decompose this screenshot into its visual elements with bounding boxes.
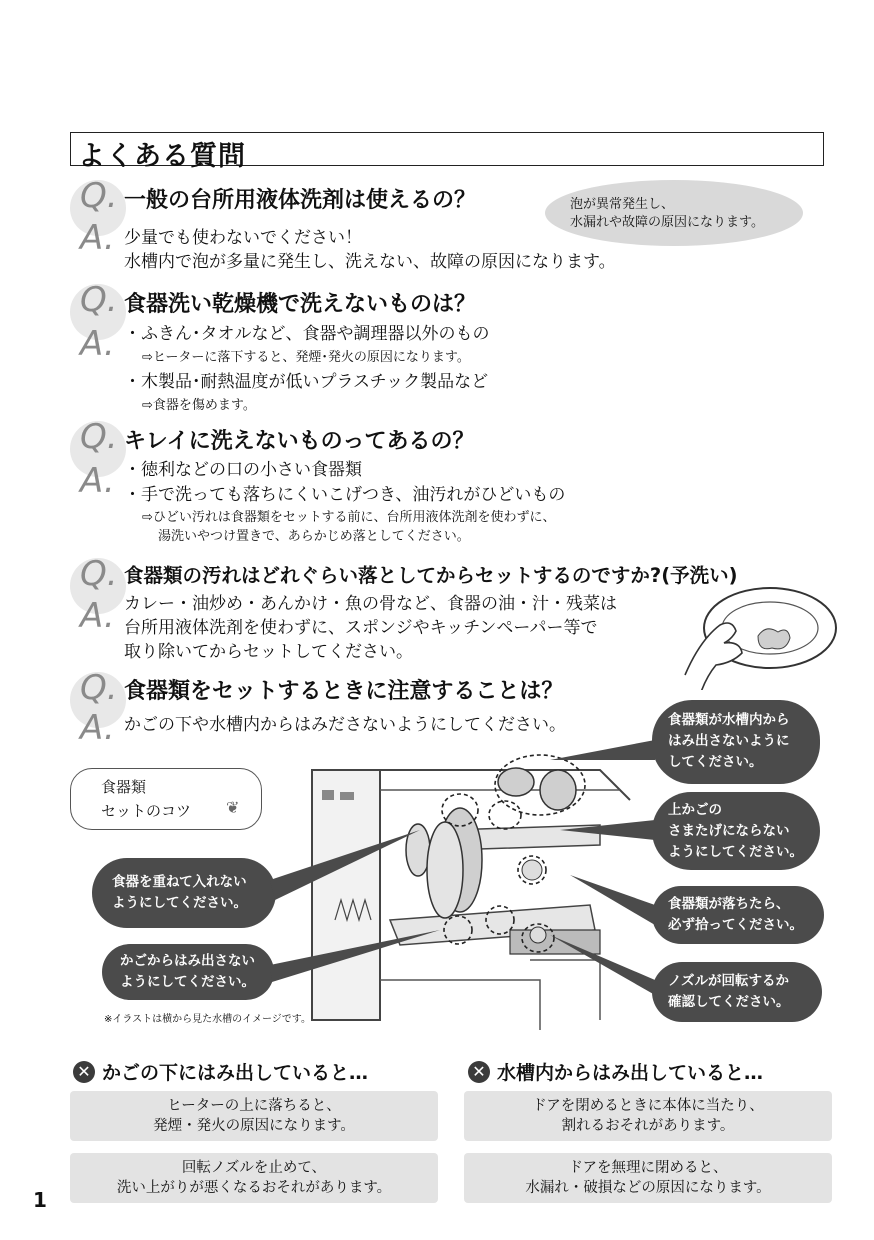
bottom-left-heading: かごの下にはみ出していると… [102, 1062, 369, 1084]
x-mark-icon: ✕ [73, 1061, 95, 1083]
sprout-icon: ❦ [226, 798, 240, 817]
question-2: 食器洗い乾燥機で洗えないものは？ [124, 292, 477, 317]
question-5: 食器類をセットするときに注意することは？ [124, 679, 564, 704]
page-title: よくある質問 [78, 141, 246, 172]
question-1: 一般の台所用液体洗剤は使えるの？ [124, 188, 477, 213]
q-mark: Q. [80, 417, 118, 457]
plate-wiping-illustration [670, 580, 840, 690]
tip-bubble-stack: 食器を重ねて入れない ようにしてください。 [92, 858, 276, 928]
tip-bubble-basket: かごからはみ出さない ようにしてください。 [102, 944, 274, 1000]
tip-bubble-upper-basket: 上かごの さまたげにならない ようにしてください。 [652, 792, 820, 870]
tip-bubble-overflow: 食器類が水槽内から はみ出さないように してください。 [652, 700, 820, 784]
tips-box-line: 食器類 [101, 778, 147, 796]
a-mark: A. [80, 461, 115, 501]
answer-3-note: ⇨ひどい汚れは食器類をセットする前に、台所用液体洗剤を使わずに、 [142, 510, 556, 525]
answer-2-item: ・木製品･耐熱温度が低いプラスチック製品など [124, 372, 489, 392]
a-mark: A. [80, 324, 115, 364]
q-mark: Q. [80, 280, 118, 320]
answer-1-line: 水槽内で泡が多量に発生し、洗えない、故障の原因になります。 [124, 252, 616, 272]
warning-box: ドアを閉めるときに本体に当たり、 割れるおそれがあります。 [464, 1091, 832, 1141]
answer-2-item: ・ふきん･タオルなど、食器や調理器以外のもの [124, 324, 490, 344]
warning-box: 回転ノズルを止めて、 洗い上がりが悪くなるおそれがあります。 [70, 1153, 438, 1203]
bottom-right-heading: 水槽内からはみ出していると… [497, 1062, 764, 1084]
x-mark-icon: ✕ [468, 1061, 490, 1083]
a-mark: A. [80, 708, 115, 748]
q-mark: Q. [80, 668, 118, 708]
tips-box-line: セットのコツ [101, 802, 192, 820]
tip-bubble-fallen: 食器類が落ちたら、 必ず拾ってください。 [652, 886, 824, 944]
question-3: キレイに洗えないものってあるの？ [124, 429, 475, 454]
question-4: 食器類の汚れはどれぐらい落としてからセットするのですか?(予洗い) [124, 564, 738, 587]
callout-pointers-left [260, 800, 460, 1000]
bubble-line: 水漏れや故障の原因になります。 [570, 215, 764, 230]
q-mark: Q. [80, 176, 118, 216]
answer-5-line: かごの下や水槽内からはみださないようにしてください。 [124, 715, 566, 735]
answer-1-line: 少量でも使わないでください！ [124, 228, 362, 248]
a-mark: A. [80, 596, 115, 636]
bubble-line: 泡が異常発生し、 [570, 197, 675, 212]
answer-3-note: 湯洗いやつけ置きで、あらかじめ落としてください。 [158, 529, 470, 544]
warning-box: ドアを無理に閉めると、 水漏れ・破損などの原因になります。 [464, 1153, 832, 1203]
callout-pointers-right [520, 720, 660, 1010]
warning-box: ヒーターの上に落ちると、 発煙・発火の原因になります。 [70, 1091, 438, 1141]
answer-4-line: カレー・油炒め・あんかけ・魚の骨など、食器の油・汁・残菜は [124, 594, 617, 614]
answer-3-item: ・手で洗っても落ちにくいこげつき、油汚れがひどいもの [124, 485, 566, 505]
answer-3-item: ・徳利などの口の小さい食器類 [124, 460, 362, 480]
illustration-note: ※イラストは横から見た水槽のイメージです。 [104, 1014, 311, 1025]
answer-4-line: 取り除いてからセットしてください。 [124, 642, 413, 662]
answer-2-note: ⇨食器を傷めます。 [142, 398, 256, 413]
page-number: 1 [33, 1188, 47, 1212]
answer-2-note: ⇨ヒーターに落下すると、発煙･発火の原因になります。 [142, 350, 470, 365]
tip-bubble-nozzle: ノズルが回転するか 確認してください。 [652, 962, 822, 1022]
q-mark: Q. [80, 554, 118, 594]
a-mark: A. [80, 218, 115, 258]
answer-4-line: 台所用液体洗剤を使わずに、スポンジやキッチンペーパー等で [124, 618, 598, 638]
